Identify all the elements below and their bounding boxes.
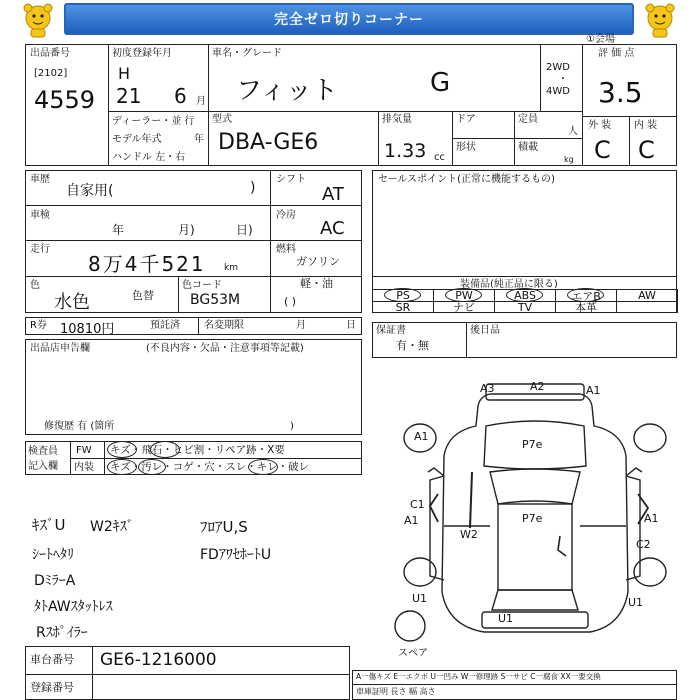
- shift-label: シフト: [276, 174, 306, 185]
- first-reg-year: 21: [116, 84, 142, 108]
- equipment-item: SR: [372, 301, 434, 313]
- ac-value: AC: [320, 218, 345, 239]
- left-mirror: [428, 468, 444, 476]
- first-reg-month: 6: [174, 84, 187, 108]
- model-year-unit: 年: [194, 134, 204, 145]
- model-grade: G: [430, 68, 451, 98]
- handle-label: ハンドル 左・右: [112, 152, 186, 163]
- recycle-label: R券: [30, 320, 47, 331]
- rear-glass: [492, 590, 578, 610]
- note-line-5: Rｽﾎﾟｲﾗｰ: [36, 625, 88, 641]
- load-unit: kg: [564, 155, 574, 164]
- wheel-front-right: [634, 424, 666, 452]
- drive-4wd: 4WD: [546, 86, 570, 97]
- recycle-value: 10810円: [60, 322, 115, 337]
- damage-mark: A1: [644, 512, 659, 525]
- equipment-item: AW: [616, 289, 678, 302]
- lot-label: 出品番号: [30, 48, 70, 59]
- fuel-other: ( ): [284, 295, 297, 308]
- color-change-label: 色替: [132, 289, 154, 302]
- circle-mark: [138, 459, 166, 475]
- fw-items: キズ・飛石・ヒビ割・リペア跡・X要: [110, 444, 285, 456]
- interior-label: 内 装: [634, 120, 658, 131]
- banner-title: 完全ゼロ切りコーナー: [64, 3, 634, 35]
- repair-history: 修復歴 有 (箇所: [44, 421, 115, 432]
- spare-label: スペア: [398, 648, 428, 659]
- shaken-year: 年: [112, 223, 125, 237]
- model-name: フィット: [236, 76, 338, 106]
- shaken-label: 車検: [30, 210, 50, 221]
- fuel-label: 燃料: [276, 244, 296, 255]
- equipment-item: エアB: [555, 289, 617, 302]
- equipment-circle: [506, 288, 543, 302]
- damage-mark: C1: [410, 498, 425, 511]
- name-change-label: 名変期限: [204, 320, 244, 331]
- note-line-1b: W2ｷｽﾞ: [90, 519, 134, 535]
- warranty-label: 保証書: [376, 325, 406, 336]
- first-reg-label: 初度登録年月: [112, 48, 172, 59]
- drive-2wd: 2WD: [546, 62, 570, 73]
- equipment-item: ABS: [494, 289, 556, 302]
- chassis-value: GE6-1216000: [100, 650, 217, 670]
- shift-value: AT: [322, 184, 344, 205]
- venue-label: ①会場: [586, 34, 615, 45]
- score-value: 3.5: [598, 76, 643, 109]
- circle-mark: [107, 459, 137, 475]
- displacement-label: 排気量: [382, 114, 412, 125]
- load-label: 積載: [518, 142, 538, 153]
- damage-mark: A1: [586, 384, 601, 397]
- sales-points-label: セールスポイント(正常に機能するもの): [378, 174, 555, 185]
- legend-row2: 車庫証明 長さ 幅 高さ: [356, 687, 436, 696]
- fw-label: FW: [76, 445, 92, 456]
- damage-mark: A2: [530, 380, 545, 393]
- circle-mark: [107, 441, 137, 458]
- damage-mark: A1: [414, 430, 429, 443]
- displacement-unit: cc: [434, 152, 445, 163]
- mascot-left: [18, 2, 58, 38]
- registration-label: 登録番号: [30, 681, 74, 694]
- damage-mark: U1: [498, 612, 514, 625]
- damage-mark: P7e: [522, 512, 543, 525]
- damage-mark: U1: [628, 596, 644, 609]
- shaken-day: 日): [236, 223, 253, 237]
- car-damage-diagram: [390, 376, 680, 662]
- fuel-diesel: 軽・油: [300, 277, 333, 290]
- fuel-gas: ガソリン: [296, 255, 340, 268]
- score-header: 評 価 点: [598, 48, 635, 59]
- note-line-3: DﾐﾗｰA: [34, 573, 76, 589]
- color-value: 水色: [54, 292, 90, 313]
- equipment-item: ナビ: [433, 301, 495, 313]
- wheel-rear-right: [634, 558, 666, 586]
- name-change-month: 月: [296, 320, 306, 331]
- damage-mark: C2: [636, 538, 651, 551]
- warranty-value: 有・無: [396, 339, 429, 352]
- equipment-circle: [384, 288, 421, 302]
- auction-code: [2102]: [34, 68, 68, 79]
- capacity-label: 定員: [518, 114, 538, 125]
- spare-tire: [395, 611, 425, 641]
- inspector-label-2: 記入欄: [28, 461, 58, 472]
- equipment-item: PW: [433, 289, 495, 302]
- capacity-unit: 人: [568, 126, 578, 137]
- interior-inspect-label: 内装: [74, 462, 94, 473]
- inspector-label-1: 検査員: [28, 446, 58, 457]
- type-label: 型式: [212, 114, 232, 125]
- name-change-day: 日: [346, 320, 356, 331]
- color-code-value: BG53M: [190, 292, 241, 308]
- chassis-label: 車台番号: [30, 653, 74, 666]
- equipment-item: TV: [494, 301, 556, 313]
- note-line-2b: FDｱﾜｾﾎｰﾄU: [200, 547, 272, 563]
- wheel-rear-left: [404, 558, 436, 586]
- shape-label: 形状: [456, 142, 476, 153]
- note-line-2a: ｼｰﾄﾍﾀﾘ: [32, 547, 74, 563]
- exterior-value: C: [594, 136, 611, 164]
- displacement-value: 1.33: [384, 140, 427, 162]
- legend-text: A一傷キズ E一エクボ U一凹み W一修理跡 S一サビ C一腐食 XX一要交換: [356, 672, 601, 681]
- interior-inspect-items: キズ・汚レ・コゲ・穴・スレ・キレ・破レ: [110, 461, 310, 473]
- mileage-label: 走行: [30, 244, 50, 255]
- circle-mark: [150, 441, 180, 458]
- damage-mark: A1: [404, 514, 419, 527]
- dealer-label: ディーラー・並 行: [112, 116, 195, 127]
- damage-mark: W2: [460, 528, 478, 541]
- ac-label: 冷房: [276, 210, 296, 221]
- vehicle-history-value: 自家用(: [66, 183, 114, 199]
- lot-number: 4559: [34, 86, 96, 114]
- exterior-label: 外 装: [588, 120, 612, 131]
- mileage-unit: km: [224, 263, 238, 273]
- note-line-1c: ﾌﾛｱU,S: [200, 518, 248, 536]
- windshield: [490, 469, 580, 504]
- model-name-label: 車名・グレード: [212, 48, 282, 59]
- seller-notes-label: 出品店申告欄: [30, 343, 90, 354]
- vehicle-history-label: 車歴: [30, 174, 50, 185]
- interior-value: C: [638, 136, 655, 164]
- first-reg-era: H: [118, 64, 131, 83]
- equipment-circle: [445, 288, 482, 302]
- mascot-right: [640, 2, 680, 38]
- right-mirror: [626, 468, 642, 476]
- damage-mark: A3: [480, 382, 495, 395]
- first-reg-month-unit: 月: [196, 96, 206, 107]
- damage-mark: P7e: [522, 438, 543, 451]
- note-line-4: ﾀﾄAWｽﾀｯﾄﾚｽ: [34, 599, 113, 615]
- equipment-header: 装備品(純正品に限る): [460, 279, 558, 290]
- door-label: ドア: [456, 114, 476, 125]
- equipment-item: 本革: [555, 301, 617, 313]
- seller-notes-sub: (不良内容・欠品・注意事項等記載): [146, 343, 304, 354]
- color-label: 色: [30, 280, 40, 291]
- shaken-month: 月): [178, 223, 195, 237]
- color-code-label: 色コード: [182, 280, 222, 291]
- equipment-item: PS: [372, 289, 434, 302]
- recycle-deposit: 預託済: [150, 320, 180, 331]
- damage-mark: U1: [412, 592, 428, 605]
- later-items-label: 後日品: [470, 325, 500, 336]
- model-year-label: モデル年式: [112, 134, 162, 145]
- type-value: DBA-GE6: [218, 130, 319, 155]
- equipment-circle: [567, 288, 604, 302]
- mileage-value: 8万4千521: [88, 252, 206, 276]
- note-line-1a: ｷｽﾞU: [32, 516, 66, 534]
- equipment-grid: [372, 289, 677, 313]
- circle-mark: [248, 459, 278, 475]
